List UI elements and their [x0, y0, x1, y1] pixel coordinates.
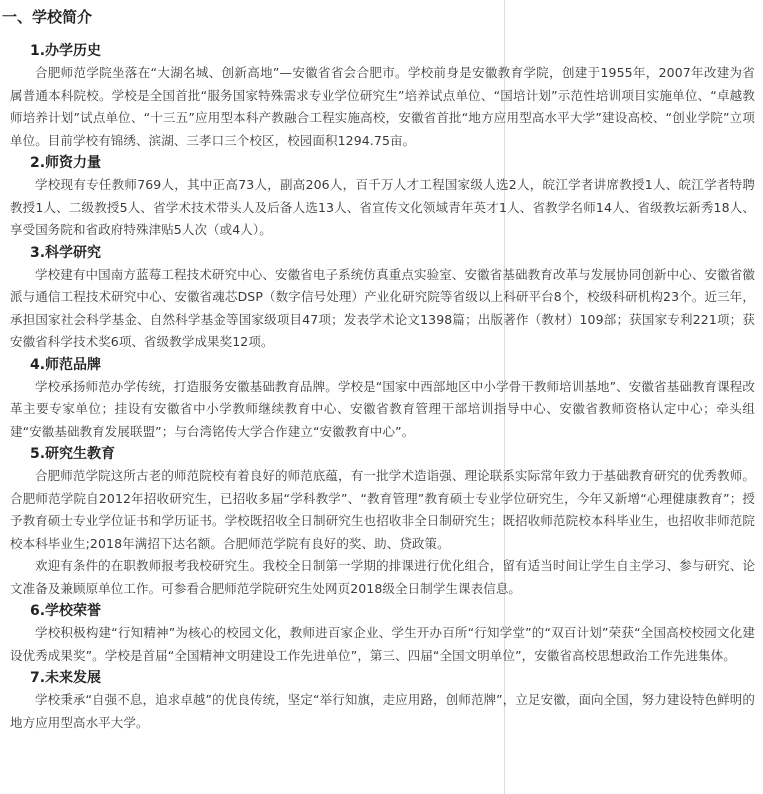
section-heading: 1.办学历史: [30, 43, 102, 59]
section-paragraph: 学校承扬师范办学传统，打造服务安徽基础教育品牌。学校是“国家中西部地区中小学骨干教师培训基地”、安徽省基础教育课程改革主要专家单位；挂设有安徽省中小学教师继续教育中心、安徽省教育管理干部培训指导中心、安徽省教师资格认定中心；牵头组建“安徽基础教育发展联盟”；与台湾铭传大学合作建立“安徽教育中心”。: [10, 378, 755, 439]
section-heading: 2.师资力量: [30, 155, 102, 171]
section-heading: 6.学校荣誉: [30, 603, 102, 619]
section-future: [10, 667, 755, 734]
section-history: [10, 40, 755, 152]
section-paragraph: 学校建有中国南方蓝莓工程技术研究中心、安徽省电子系统仿真重点实验室、安徽省基础教育改革与发展协同创新中心、安徽省徽派与通信工程技术研究中心、安徽省魂芯DSP（数字信号处理）产业化研究院等省级以上科研平台8个，校级科研机构23个。近三年，承担国家社会科学基金、自然科学基金等国家级项目47项；发表学术论文1398篇；出版著作（教材）109部；获国家专利221项；获安徽省科学技术奖6项、省级教学成果奖12项。: [10, 266, 755, 349]
section-paragraph: 欢迎有条件的在职教师报考我校研究生。我校全日制第一学期的排课进行优化组合，留有适当时间让学生自主学习、参与研究、论文准备及兼顾原单位工作。可参看合肥师范学院研究生处网页2018级全日制学生课表信息。: [10, 558, 755, 596]
section-honors: [10, 600, 755, 667]
section-research: [10, 242, 755, 354]
sections-container: [10, 40, 755, 734]
section-faculty: [10, 152, 755, 242]
section-paragraph: 合肥师范学院这所古老的师范院校有着良好的师范底蕴，有一批学术造诣强、理论联系实际常年致力于基础教育研究的优秀教师。合肥师范学院自2012年招收研究生，已招收多届“学科教学”、“教育管理”教育硕士专业学位研究生，今年又新增“心理健康教育”；授予教育硕士专业学位证书和学历证书。学校既招收全日制研究生也招收非全日制研究生；既招收师范院校本科毕业生，也招收非师范院校本科毕业生;2018年满招下达名额。合肥师范学院有良好的奖、助、贷政策。: [10, 468, 755, 551]
section-graduate-education: [10, 443, 755, 600]
section-paragraph: 学校秉承“自强不息，追求卓越”的优良传统，坚定“举行知旗，走应用路，创师范牌”，立足安徽，面向全国，努力建设特色鲜明的地方应用型高水平大学。: [10, 692, 755, 730]
page-title: 一、学校简介: [2, 8, 93, 26]
section-heading: 3.科学研究: [30, 244, 102, 261]
section-paragraph: 学校积极构建“行知精神”为核心的校园文化，教师进百家企业、学生开办百所“行知学堂”的“双百计划”荣获“全国高校校园文化建设优秀成果奖”。学校是首届“全国精神文明建设工作先进单位”，第三、四届“全国文明单位”，安徽省高校思想政治工作先进集体。: [10, 625, 755, 663]
section-paragraph: 学校现有专任教师769人，其中正高73人，副高206人，百千万人才工程国家级人选2人，皖江学者讲席教授1人、皖江学者特聘教授1人、二级教授5人、省学术技术带头人及后备人选13人、省宣传文化领域青年英才1人、省教学名师14人、省级教坛新秀18人、享受国务院和省政府特殊津贴5人次（或4人）。: [10, 177, 755, 237]
section-heading: 5.研究生教育: [30, 446, 116, 462]
section-paragraph: 合肥师范学院坐落在“大湖名城、创新高地”—安徽省省会合肥市。学校前身是安徽教育学院，创建于1955年，2007年改建为省属普通本科院校。学校是全国首批“服务国家特殊需求专业学位研究生”培养试点单位、“国培计划”示范性培训项目实施单位、“卓越教师培养计划”试点单位、“十三五”应用型本科产教融合工程实施高校，安徽省首批“地方应用型高水平大学”建设高校、“创业学院”立项单位。目前学校有锦绣、滨湖、三孝口三个校区，校园面积1294.75亩。: [10, 65, 755, 148]
section-heading: 4.师范品牌: [30, 356, 102, 373]
section-heading: 7.未来发展: [30, 670, 102, 686]
section-teacher-brand: [10, 354, 755, 444]
